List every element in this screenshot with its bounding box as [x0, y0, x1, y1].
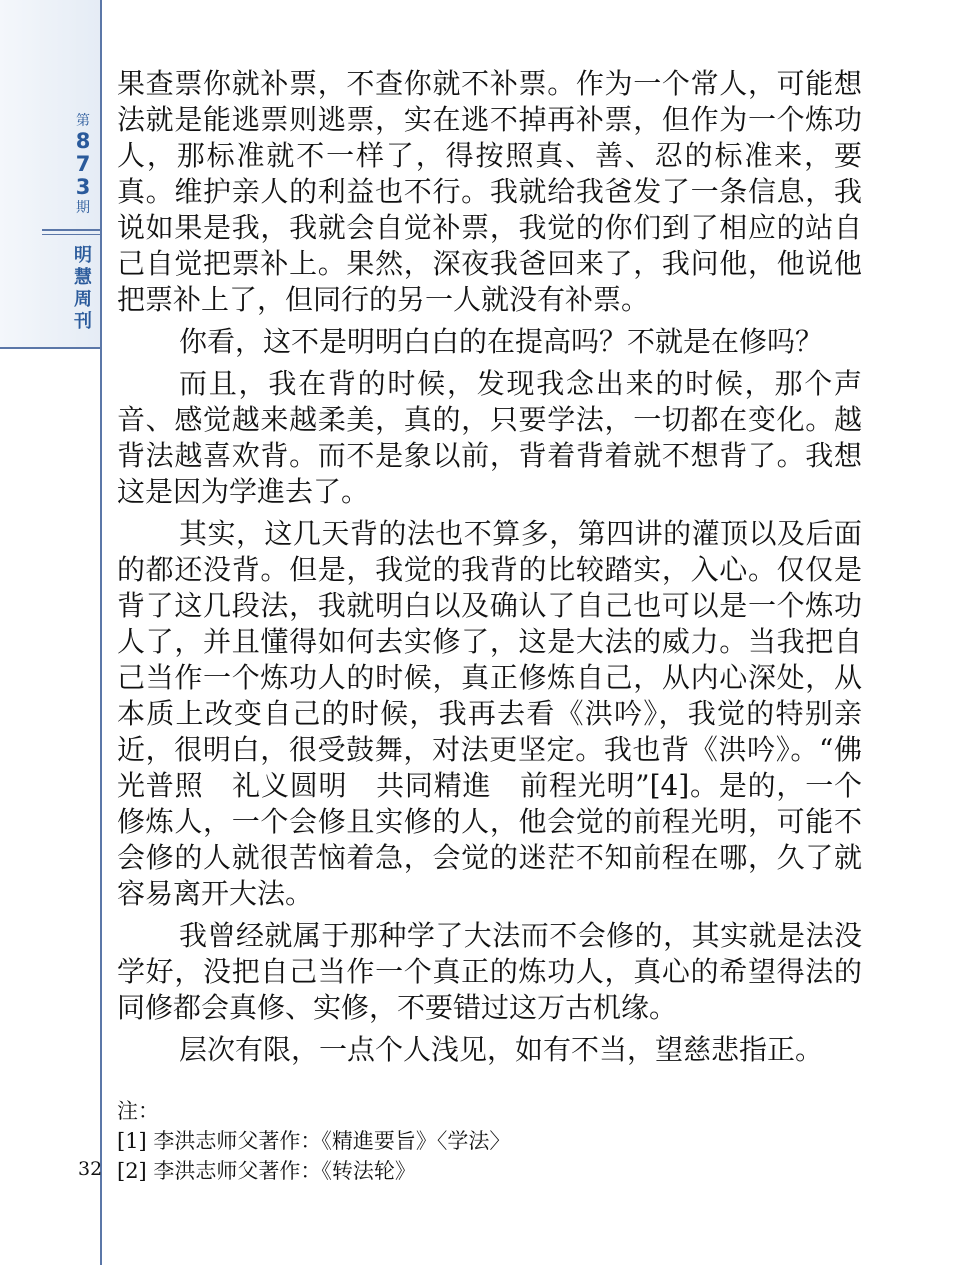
body-paragraph: 你看，这不是明明白白的在提高吗？不就是在修吗？	[179, 325, 824, 358]
magazine-name-char: 刊	[74, 311, 92, 332]
magazine-name	[60, 245, 106, 333]
magazine-name-char: 明	[74, 245, 92, 266]
sidebar-divider-thin	[42, 234, 100, 235]
article-body	[117, 66, 862, 1068]
notes-heading: 注：	[117, 1099, 159, 1123]
body-paragraph: 我曾经就属于那种学了大法而不会修的，其实就是法没学好，没把自己当作一个真正的炼功人，真心的希望得法的同修都会真修、实修，不要错过这万古机缘。	[117, 919, 862, 1024]
issue-prefix: 第	[76, 113, 90, 129]
issue-suffix: 期	[76, 200, 90, 216]
issue-label	[60, 112, 106, 217]
body-paragraph: 其实，这几天背的法也不算多，第四讲的灌顶以及后面的都还没背。但是，我觉的我背的比较踏实，入心。仅仅是背了这几段法，我就明白以及确认了自己也可以是一个炼功人了，并且懂得如何去实修了，这是大法的威力。当我把自己当作一个炼功人的时候，真正修炼自己，从内心深处，从本质上改变自己的时候，我再去看《洪吟》，我觉的特别亲近，很明白，很受鼓舞，对法更坚定。我也背《洪吟》。“佛光普照 礼义圆明 共同精進 前程光明”[4]。是的，一个修炼人，一个会修且实修的人，他会觉的前程光明，可能不会修的人就很苦恼着急，会觉的迷茫不知前程在哪，久了就容易离开大法。	[117, 517, 862, 910]
body-paragraph: 果查票你就补票，不查你就不补票。作为一个常人，可能想法就是能逃票则逃票，实在逃不掉再补票，但作为一个炼功人，那标准就不一样了，得按照真、善、忍的标准来，要真。维护亲人的利益也不行。我就给我爸发了一条信息，我说如果是我，我就会自觉补票，我觉的你们到了相应的站自己自觉把票补上。果然，深夜我爸回来了，我问他，他说他把票补上了，但同行的另一人就没有补票。	[117, 67, 862, 316]
margin-rule	[100, 347, 102, 1265]
magazine-name-char: 慧	[74, 267, 92, 288]
note-item: [2] 李洪志师父著作：《转法轮》	[117, 1159, 416, 1183]
issue-digit: 7	[75, 152, 91, 176]
magazine-name-char: 周	[74, 289, 92, 310]
note-item: [1] 李洪志师父著作：《精進要旨》〈学法〉	[117, 1129, 511, 1153]
footnotes	[117, 1096, 862, 1186]
issue-digit: 8	[75, 129, 91, 153]
body-paragraph: 层次有限，一点个人浅见，如有不当，望慈悲指正。	[179, 1033, 824, 1066]
issue-digit: 3	[75, 175, 91, 199]
body-paragraph: 而且，我在背的时候，发现我念出来的时候，那个声音、感觉越来越柔美，真的，只要学法，一切都在变化。越背法越喜欢背。而不是象以前，背着背着就不想背了。我想这是因为学進去了。	[117, 367, 862, 508]
page-number: 32	[78, 1158, 103, 1180]
sidebar-divider	[42, 229, 100, 231]
